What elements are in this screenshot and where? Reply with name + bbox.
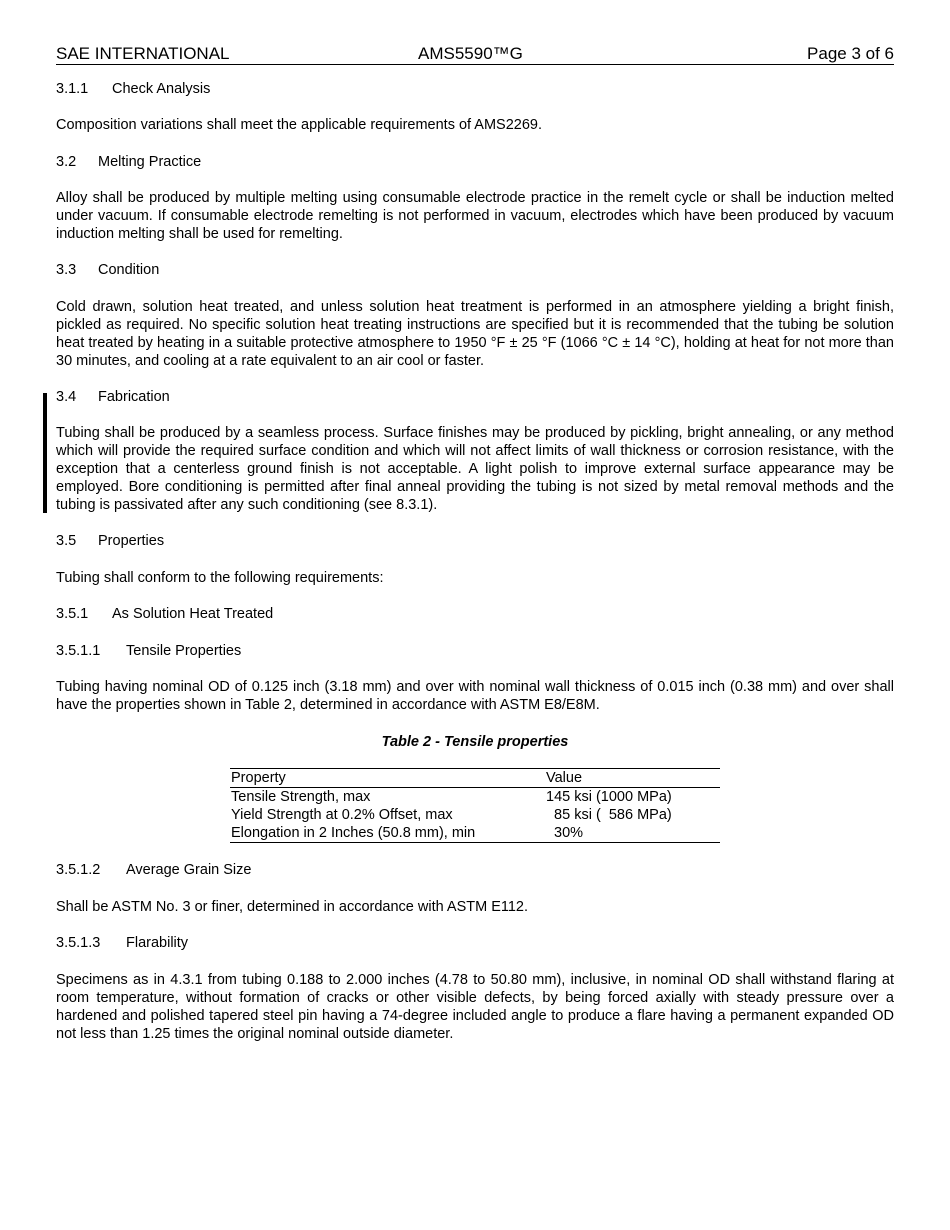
section-number: 3.5 — [56, 533, 77, 549]
section-text-3-1-1: Composition variations shall meet the applicable requirements of AMS2269. — [56, 117, 543, 133]
section-heading-3-5-1-3 — [56, 934, 894, 952]
section-text-3-5-1-2: Shall be ASTM No. 3 or finer, determined in accordance with ASTM E112. — [56, 899, 529, 915]
table-row — [230, 806, 720, 824]
table-cell-value: 145 ksi (1000 MPa) — [546, 789, 672, 805]
section-number: 3.5.1 — [56, 606, 89, 622]
section-number: 3.1.1 — [56, 81, 89, 97]
section-heading-3-5 — [56, 532, 894, 550]
section-heading-3-2 — [56, 153, 894, 171]
tensile-properties-table — [230, 768, 720, 843]
table-cell-value: 30% — [546, 825, 584, 841]
table-cell-property: Elongation in 2 Inches (50.8 mm), min — [231, 825, 476, 841]
section-title: As Solution Heat Treated — [112, 606, 274, 622]
section-text-3-3: Cold drawn, solution heat treated, and unless solution heat treatment is performed in an atmosphere yielding a bright finish, pickled as required. No specific solution heat treating instructions are specified but it is recommended that the tubing be solution heat treated by heating in a suitable protective atmosphere to 1950 °F ± 25 °F (1066 °C ± 14 °C), holding at heat for not more than 30 minutes, and cooling at a rate equivalent to an air cool or faster. — [56, 299, 894, 369]
table-header-property: Property — [231, 770, 286, 786]
header-document-number: AMS5590™G — [418, 44, 523, 63]
section-heading-3-5-1 — [56, 605, 894, 623]
page-header — [56, 44, 894, 65]
section-heading-3-1-1 — [56, 80, 894, 98]
section-text-3-2: Alloy shall be produced by multiple melting using consumable electrode practice in the remelt cycle or shall be induction melted under vacuum. If consumable electrode remelting is not performed in vacuum, electrodes which have been produced by vacuum induction melting shall be used for remelting. — [56, 190, 894, 242]
section-title: Flarability — [126, 935, 189, 951]
section-heading-3-4 — [56, 388, 894, 406]
section-text-3-5: Tubing shall conform to the following requirements: — [56, 570, 384, 586]
section-number: 3.5.1.3 — [56, 935, 101, 951]
section-number: 3.2 — [56, 154, 77, 170]
section-number: 3.5.1.1 — [56, 643, 101, 659]
section-heading-3-5-1-1 — [56, 642, 894, 660]
section-heading-3-3 — [56, 261, 894, 279]
header-page-number: Page 3 of 6 — [807, 44, 894, 63]
table-cell-property: Tensile Strength, max — [231, 789, 371, 805]
revision-change-bar — [43, 393, 47, 513]
section-heading-3-5-1-2 — [56, 861, 894, 879]
section-title: Check Analysis — [112, 81, 211, 97]
section-title: Properties — [98, 533, 165, 549]
table-cell-value: 85 ksi ( 586 MPa) — [546, 807, 672, 823]
section-text-3-4: Tubing shall be produced by a seamless process. Surface finishes may be produced by pickling, bright annealing, or any method which will provide the required surface condition and which will not affect limits of wall thickness or corrosion resistance, with the exception that a centerless ground finish is not acceptable. A light polish to improve external surface appearance may be employed. Bore conditioning is permitted after final anneal providing the tubing is not sized by metal removal methods and the tubing is passivated after any such conditioning (see 8.3.1). — [56, 425, 894, 513]
section-text-3-5-1-1: Tubing having nominal OD of 0.125 inch (3.18 mm) and over with nominal wall thickness of 0.015 inch (0.38 mm) and over shall have the properties shown in Table 2, determined in accordance with ASTM E8/E8M. — [56, 679, 894, 713]
table-cell-property: Yield Strength at 0.2% Offset, max — [231, 807, 453, 823]
header-organization: SAE INTERNATIONAL — [56, 44, 230, 63]
table-row — [230, 824, 720, 842]
section-title: Condition — [98, 262, 160, 278]
table-header-row — [230, 769, 720, 788]
table-row — [230, 788, 720, 806]
section-number: 3.4 — [56, 389, 77, 405]
section-number: 3.3 — [56, 262, 77, 278]
section-title: Average Grain Size — [126, 862, 252, 878]
section-title: Fabrication — [98, 389, 170, 405]
table-header-value: Value — [546, 770, 583, 786]
section-number: 3.5.1.2 — [56, 862, 101, 878]
table-title: Table 2 - Tensile properties — [381, 734, 569, 750]
section-title: Tensile Properties — [126, 643, 242, 659]
section-text-3-5-1-3: Specimens as in 4.3.1 from tubing 0.188 to 2.000 inches (4.78 to 50.80 mm), inclusive, in nominal OD shall withstand flaring at room temperature, without formation of cracks or other visible defects, by being forced axially with steady pressure over a hardened and polished tapered steel pin having a 74-degree included angle to produce a flare having a permanent expanded OD not less than 1.25 times the original nominal outside diameter. — [56, 972, 894, 1042]
section-title: Melting Practice — [98, 154, 202, 170]
